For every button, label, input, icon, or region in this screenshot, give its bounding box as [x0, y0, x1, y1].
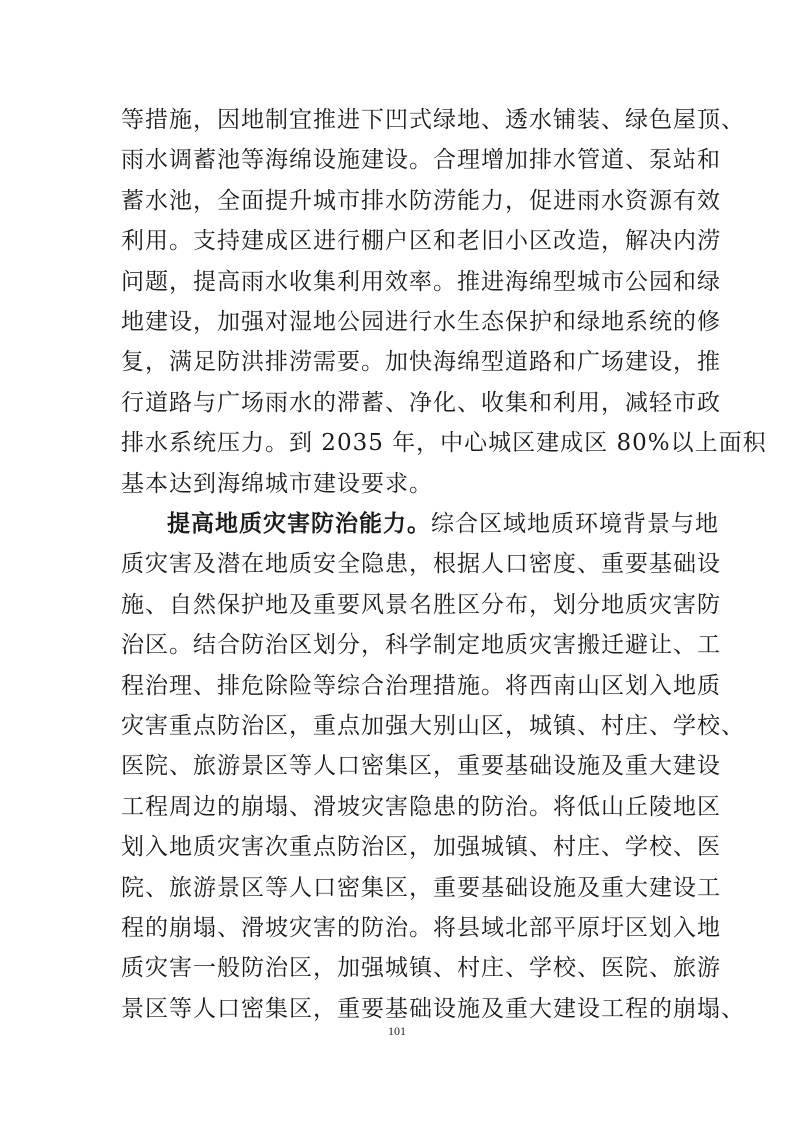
- paragraph-heading: 提高地质灾害防治能力。: [167, 510, 431, 537]
- paragraph-line: 排水系统压力。到 2035 年，中心城区建成区 80%以上面积: [121, 430, 767, 457]
- paragraph-line: 雨水调蓄池等海绵设施建设。合理增加排水管道、泵站和: [121, 147, 721, 174]
- paragraph-line: 程治理、排危除险等综合治理措施。将西南山区划入地质: [121, 672, 721, 699]
- paragraph-line: 复，满足防洪排涝需要。加快海绵型道路和广场建设，推: [121, 349, 721, 376]
- paragraph-geological-hazards: [121, 504, 745, 1029]
- paragraph-line: 蓄水池，全面提升城市排水防涝能力，促进雨水资源有效: [121, 187, 721, 214]
- paragraph-line: 问题，提高雨水收集利用效率。推进海绵型城市公园和绿: [121, 268, 721, 295]
- paragraph-line: 划入地质灾害次重点防治区，加强城镇、村庄、学校、医: [121, 834, 721, 861]
- paragraph-line: 基本达到海绵城市建设要求。: [121, 470, 433, 497]
- paragraph-line: 利用。支持建成区进行棚户区和老旧小区改造，解决内涝: [121, 228, 721, 255]
- paragraph-first-line: [121, 504, 719, 544]
- paragraph-line: 工程周边的崩塌、滑坡灾害隐患的防治。将低山丘陵地区: [121, 793, 721, 820]
- paragraph-line: 医院、旅游景区等人口密集区，重要基础设施及重大建设: [121, 753, 721, 780]
- paragraph-line: 程的崩塌、滑坡灾害的防治。将县域北部平原圩区划入地: [121, 914, 721, 941]
- paragraph-line: 院、旅游景区等人口密集区，重要基础设施及重大建设工: [121, 874, 721, 901]
- paragraph-line: 质灾害及潜在地质安全隐患，根据人口密度、重要基础设: [121, 551, 721, 578]
- paragraph-line: 地建设，加强对湿地公园进行水生态保护和绿地系统的修: [121, 308, 721, 335]
- paragraph-line: 治区。结合防治区划分，科学制定地质灾害搬迁避让、工: [121, 632, 721, 659]
- paragraph-line: 质灾害一般防治区，加强城镇、村庄、学校、医院、旅游: [121, 955, 721, 982]
- paragraph-line: 行道路与广场雨水的滞蓄、净化、收集和利用，减轻市政: [121, 389, 721, 416]
- paragraph-line: 施、自然保护地及重要风景名胜区分布，划分地质灾害防: [121, 591, 721, 618]
- paragraph-line: 等措施，因地制宜推进下凹式绿地、透水铺装、绿色屋顶、: [121, 107, 745, 133]
- paragraph-line: 灾害重点防治区，重点加强大别山区，城镇、村庄、学校、: [121, 712, 745, 739]
- page-number: 101: [388, 1024, 406, 1038]
- paragraph-sponge-city: [121, 100, 767, 504]
- paragraph-line: 景区等人口密集区，重要基础设施及重大建设工程的崩塌、: [121, 995, 745, 1022]
- paragraph-first-line-text: 综合区域地质环境背景与地: [431, 511, 719, 537]
